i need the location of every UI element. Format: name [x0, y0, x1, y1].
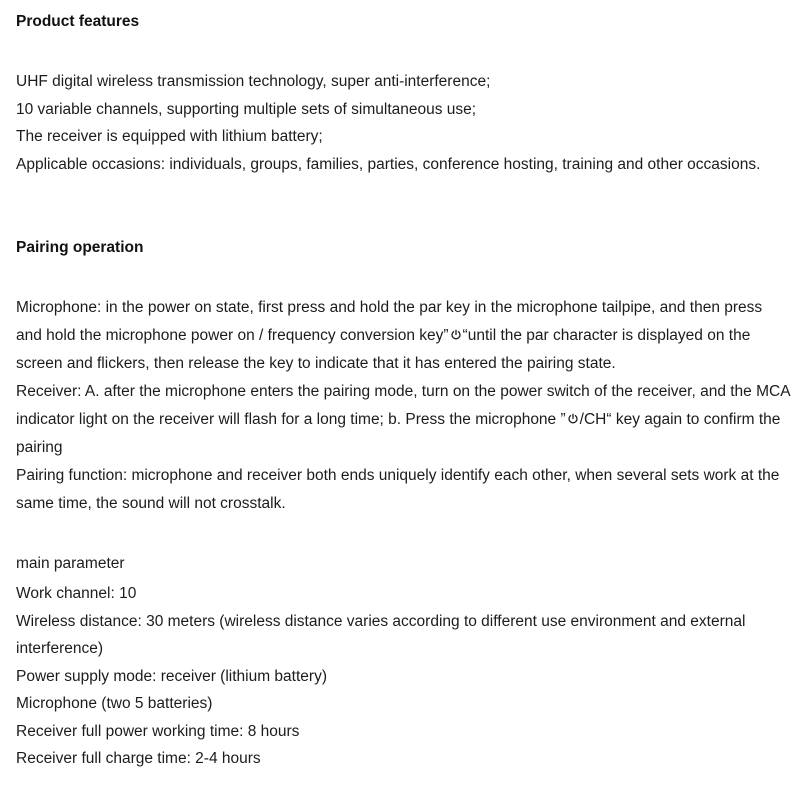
feature-line: UHF digital wireless transmission technology, super anti-interference; — [16, 73, 491, 90]
parameter-line: Work channel: 10 — [16, 585, 137, 602]
parameter-line: Receiver full power working time: 8 hours — [16, 722, 300, 740]
pairing-microphone-text-after-icon: “until the par character is displayed on the screen and flickers, then release the key to indicate that it has entered the pairing state. — [16, 327, 751, 372]
pairing-microphone-paragraph — [16, 294, 790, 378]
parameters-list — [16, 580, 790, 773]
parameter-line: Receiver full charge time: 2-4 hours — [16, 750, 261, 767]
pairing-instructions — [16, 294, 790, 518]
section-title-main-parameter: main parameter — [16, 555, 125, 572]
pairing-receiver-text-after-icon: /CH“ key again to confirm the pairing — [16, 411, 781, 456]
pairing-function-paragraph: Pairing function: microphone and receiver both ends uniquely identify each other, when several sets work at the same time, the sound will not crosstalk. — [16, 467, 780, 512]
parameter-line: Wireless distance: 30 meters (wireless distance varies according to different use environment and external interference) — [16, 612, 746, 657]
power-icon — [450, 329, 462, 341]
feature-line: The receiver is equipped with lithium battery; — [16, 128, 323, 145]
section-title-product-features: Product features — [16, 13, 140, 30]
pairing-receiver-paragraph — [16, 378, 790, 462]
pairing-receiver-text-before-icon: Receiver: A. after the microphone enters the pairing mode, turn on the power switch of the receiver, and the MCA indicator light on the receiver will flash for a long time; b. Press the microphone ” — [16, 383, 790, 428]
pairing-microphone-text-before-icon: Microphone: in the power on state, first press and hold the par key in the microphone tailpipe, and then press and hold the microphone power on / frequency conversion key” — [16, 299, 763, 344]
feature-line: 10 variable channels, supporting multiple sets of simultaneous use; — [16, 100, 477, 118]
power-icon — [567, 413, 579, 425]
parameter-line: Power supply mode: receiver (lithium battery) — [16, 667, 327, 685]
features-list — [16, 68, 790, 178]
parameter-line: Microphone (two 5 batteries) — [16, 695, 213, 712]
feature-line: Applicable occasions: individuals, groups, families, parties, conference hosting, training and other occasions. — [16, 155, 761, 173]
section-title-pairing-operation: Pairing operation — [16, 239, 144, 256]
